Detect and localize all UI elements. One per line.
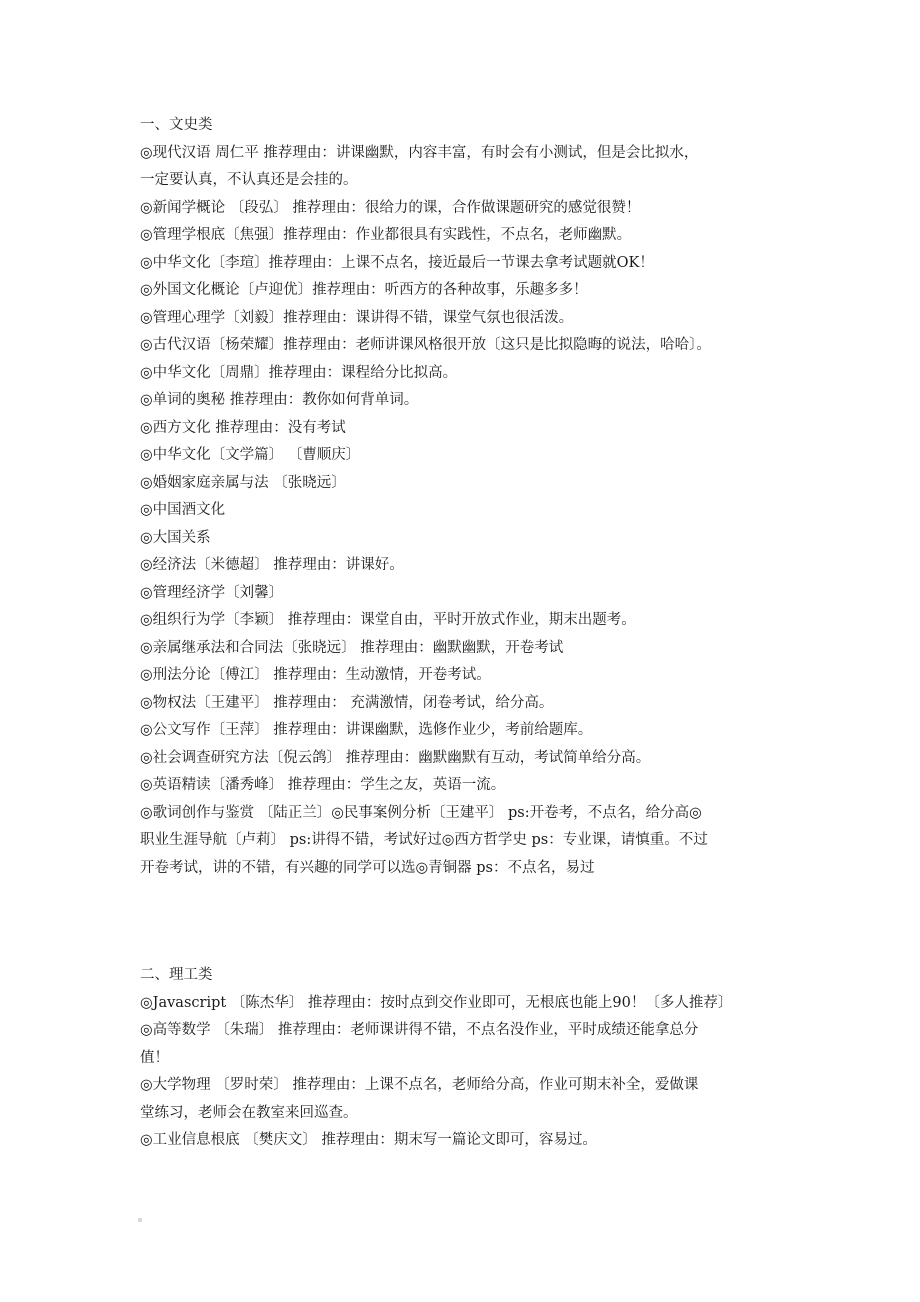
course-line: ◎外国文化概论〔卢迎优〕推荐理由：听西方的各种故事，乐趣多多！ [140,282,588,298]
course-line: ◎管理学根底〔焦强〕推荐理由：作业都很具有实践性，不点名，老师幽默。 [140,227,632,243]
course-line: ◎婚姻家庭亲属与法 〔张晓远〕 [140,474,346,491]
course-line: ◎物权法〔王建平〕 推荐理由： 充满激情，闭卷考试，给分高。 [140,694,554,711]
course-line: ◎中华文化〔周鼎〕推荐理由：课程给分比拟高。 [140,364,458,381]
course-line: ◎中国酒文化 [140,502,226,518]
course-line: ◎新闻学概论 〔段弘〕 推荐理由：很给力的课，合作做课题研究的感觉很赞！ [140,199,641,216]
course-line: ◎歌词创作与鉴赏 〔陆正兰〕◎民事案例分析〔王建平〕 ps:开卷考，不点名，给分高◎ [140,804,702,821]
course-line: ◎大国关系 [140,529,211,546]
course-line: ◎单词的奥秘 推荐理由：教你如何背单词。 [140,392,419,408]
course-line: ◎管理经济学〔刘馨〕 [140,584,284,601]
course-line: 值！ [140,1049,169,1066]
course-line: ◎现代汉语 周仁平 推荐理由：讲课幽默，内容丰富，有时会有小测试，但是会比拟水， [140,144,699,161]
course-line: ◎Javascript 〔陈杰华〕 推荐理由：按时点到交作业即可，无根底也能上90！〔多人推荐〕 [140,994,733,1011]
course-line: ◎大学物理 〔罗时荣〕 推荐理由：上课不点名，老师给分高，作业可期末补全，爱做课 [140,1077,699,1093]
course-line: ◎英语精读〔潘秀峰〕 推荐理由：学生之友，英语一流。 [140,777,506,793]
course-line: ◎工业信息根底 〔樊庆文〕 推荐理由：期末写一篇论文即可，容易过。 [140,1132,597,1148]
course-line: ◎中华文化〔李瑄〕推荐理由：上课不点名，接近最后一节课去拿考试题就OK！ [140,254,654,271]
document-body [140,112,800,1155]
course-line: ◎公文写作〔王萍〕 推荐理由：讲课幽默，选修作业少，考前给题库。 [140,722,593,738]
section-heading-humanities: 一、文史类 [140,117,213,133]
course-line: ◎组织行为学〔李颖〕 推荐理由：课堂自由，平时开放式作业，期末出题考。 [140,612,636,628]
course-line: ◎西方文化 推荐理由：没有考试 [140,419,346,436]
course-line: ◎社会调查研究方法〔倪云鸽〕 推荐理由：幽默幽默有互动，考试简单给分高。 [140,749,651,766]
section-heading-science: 二、理工类 [140,967,213,983]
course-line: 开卷考试，讲的不错，有兴趣的同学可以选◎青铜器 ps：不点名，易过 [140,859,595,876]
section-spacer [140,882,800,962]
course-line: 一定要认真，不认真还是会挂的。 [140,172,358,188]
course-line: ◎中华文化〔文学篇〕 〔曹顺庆〕 [140,447,361,463]
course-line: ◎高等数学 〔朱瑞〕 推荐理由：老师课讲得不错，不点名没作业，平时成绩还能拿总分 [140,1022,699,1038]
course-line: ◎管理心理学〔刘毅〕推荐理由：课讲得不错，课堂气氛也很活泼。 [140,309,574,326]
course-line: ◎刑法分论〔傅江〕 推荐理由：生动激情，开卷考试。 [140,667,491,683]
course-line: ◎经济法〔米德超〕 推荐理由：讲课好。 [140,557,404,573]
course-line: ◎亲属继承法和合同法〔张晓远〕 推荐理由：幽默幽默，开卷考试 [140,639,564,656]
course-line: 职业生涯导航〔卢莉〕 ps:讲得不错，考试好过◎西方哲学史 ps：专业课，请慎重。不过 [140,832,708,848]
page-corner-mark [138,1218,142,1222]
course-line: ◎古代汉语〔杨荣耀〕推荐理由：老师讲课风格很开放〔这只是比拟隐晦的说法，哈哈〕。 [140,337,711,353]
course-line: 堂练习，老师会在教室来回巡查。 [140,1104,358,1121]
